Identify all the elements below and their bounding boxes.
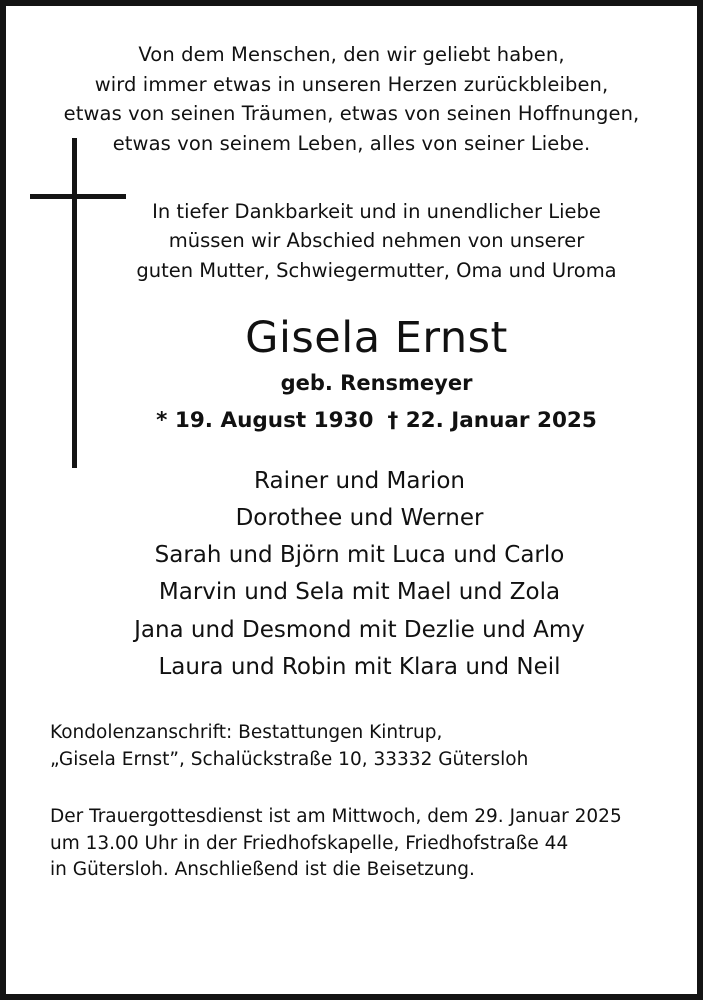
deceased-name: Gisela Ernst — [245, 313, 508, 364]
death-date: † 22. Januar 2025 — [387, 407, 597, 433]
cross-vertical-bar — [72, 138, 77, 468]
deceased-birth-name: geb. Rensmeyer — [280, 370, 473, 395]
verse-line: etwas von seinen Träumen, etwas von seinen Hoffnungen, — [63, 102, 640, 126]
obituary-content — [6, 6, 697, 994]
verse-line: wird immer etwas in unseren Herzen zurückbleiben, — [94, 72, 609, 96]
life-dates — [78, 408, 675, 433]
funeral-service-info — [50, 804, 675, 884]
family-line: Laura und Robin mit Klara und Neil — [158, 653, 561, 680]
verse-line: Von dem Menschen, den wir geliebt haben, — [138, 43, 565, 66]
cross-horizontal-bar — [30, 194, 126, 199]
condolence-address — [50, 720, 675, 774]
family-line: Rainer und Marion — [254, 467, 465, 494]
condolence-line: „Gisela Ernst”, Schalückstraße 10, 33332 Gütersloh — [50, 748, 529, 770]
birth-date: * 19. August 1930 — [156, 407, 374, 433]
intro-line: In tiefer Dankbarkeit und in unendlicher Liebe — [152, 199, 601, 223]
surviving-family-list — [44, 463, 675, 687]
family-line: Sarah und Björn mit Luca und Carlo — [154, 542, 565, 569]
memorial-verse — [36, 40, 667, 159]
service-line: in Gütersloh. Anschließend ist die Beisetzung. — [50, 859, 475, 881]
family-line: Marvin und Sela mit Mael und Zola — [158, 579, 561, 606]
family-line: Dorothee und Werner — [235, 504, 484, 531]
service-line: um 13.00 Uhr in der Friedhofskapelle, Friedhofstraße 44 — [50, 832, 569, 854]
intro-line: guten Mutter, Schwiegermutter, Oma und Uroma — [136, 258, 617, 282]
service-line: Der Trauergottesdienst ist am Mittwoch, dem 29. Januar 2025 — [50, 805, 622, 827]
family-line: Jana und Desmond mit Dezlie und Amy — [134, 616, 585, 643]
christian-cross-icon — [30, 138, 126, 468]
intro-line: müssen wir Abschied nehmen von unserer — [168, 229, 585, 253]
intro-text — [78, 197, 675, 286]
condolence-line: Kondolenzanschrift: Bestattungen Kintrup, — [50, 722, 443, 744]
verse-line: etwas von seinem Leben, alles von seiner Liebe. — [112, 131, 591, 155]
